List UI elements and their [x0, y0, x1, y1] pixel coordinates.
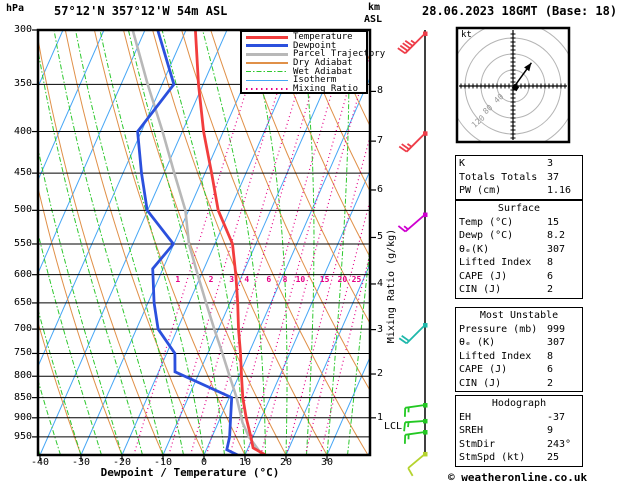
legend-line-swatch [246, 71, 288, 73]
temperature-tick-label: -30 [71, 457, 91, 468]
copyright-credit: © weatheronline.co.uk [448, 471, 588, 484]
pressure-tick-label: 450 [13, 167, 32, 179]
pressure-tick-label: 950 [13, 430, 32, 442]
temperature-tick-label: 10 [238, 457, 252, 468]
wind-barb [399, 131, 427, 151]
stats-row-label: SREH [459, 425, 484, 437]
station-title: 57°12'N 357°12'W 54m ASL [54, 4, 228, 18]
altitude-tick-label: 2 [377, 368, 384, 380]
pressure-tick-label: 350 [13, 78, 32, 90]
legend-item-label: Parcel Trajectory [293, 49, 386, 60]
stats-row-value: 6 [547, 270, 554, 282]
stats-row-label: θₑ (K) [459, 337, 496, 349]
stats-row-value: 3 [547, 158, 554, 170]
stats-row-label: CAPE (J) [459, 270, 508, 282]
stats-row-label: Lifted Index [459, 257, 532, 269]
pressure-tick-label: 400 [13, 125, 32, 137]
stats-row [459, 336, 579, 350]
stats-row-label: Totals Totals [459, 171, 538, 183]
stats-row-value: 8 [547, 257, 554, 269]
stats-row-value: 8.2 [547, 230, 566, 242]
mixing-ratio-value-label: 15 [319, 275, 330, 285]
stats-row-label: StmSpd (kt) [459, 452, 526, 464]
altitude-tick-label: 5 [377, 231, 384, 243]
stats-row-value: 37 [547, 171, 560, 183]
hodograph-unit-label: kt [461, 30, 472, 40]
legend-line-swatch [246, 53, 288, 56]
pressure-tick-label: 800 [13, 370, 32, 382]
stats-row [459, 171, 579, 185]
altitude-axis-unit-label: km [368, 2, 381, 13]
legend-line-swatch [246, 44, 288, 47]
lcl-marker-label: LCL [384, 420, 403, 432]
stats-row-label: K [459, 158, 466, 170]
stats-row [459, 157, 579, 171]
legend-item [246, 85, 366, 94]
stats-row-value: 9 [547, 425, 554, 437]
altitude-tick-label: 7 [377, 135, 384, 147]
stats-row-label: StmDir [459, 438, 496, 450]
stats-row-value: 25 [547, 452, 560, 464]
stats-row-value: 243° [547, 438, 572, 450]
stats-row [459, 184, 579, 198]
stats-row-value: 2 [547, 377, 554, 389]
stats-row [459, 424, 579, 438]
wind-barb [398, 213, 427, 232]
wind-barb [405, 403, 428, 417]
pressure-tick-label: 500 [13, 204, 32, 216]
stats-row-value: 307 [547, 337, 566, 349]
wind-barb-column [398, 30, 428, 476]
stats-row [459, 411, 579, 425]
mixing-ratio-value-label: 6 [266, 275, 272, 285]
stats-row-label: Lifted Index [459, 350, 532, 362]
stats-row [459, 350, 579, 364]
legend-line-swatch [246, 88, 288, 90]
x-axis-title: Dewpoint / Temperature (°C) [100, 466, 280, 479]
stats-table-title: Most Unstable [479, 310, 559, 321]
pressure-tick-label: 850 [13, 391, 32, 403]
wind-barb [399, 323, 427, 343]
legend-item-label: Temperature [293, 32, 353, 43]
temperature-tick-label: -20 [112, 457, 132, 468]
temperature-tick-label: -10 [153, 457, 173, 468]
wind-barb [398, 32, 428, 54]
stats-row [459, 451, 579, 465]
wind-barb [405, 430, 428, 444]
stats-row-label: CIN (J) [459, 377, 502, 389]
stats-row [459, 323, 579, 337]
mixing-ratio-value-label: 2 [208, 275, 214, 285]
stats-table [455, 155, 583, 200]
stats-table-title: Surface [497, 203, 541, 214]
pressure-tick-label: 900 [13, 411, 32, 423]
pressure-tick-label: 650 [13, 296, 32, 308]
stats-row [459, 377, 579, 391]
legend-item-label: Dewpoint [293, 40, 337, 51]
legend [240, 30, 386, 94]
stats-row-label: Dewp (°C) [459, 230, 514, 242]
stats-table [455, 307, 583, 392]
stats-row-value: 1.16 [547, 185, 572, 197]
stats-row-label: EH [459, 411, 472, 423]
legend-item-label: Dry Adiabat [293, 58, 353, 69]
legend-line-swatch [246, 36, 288, 39]
pressure-tick-label: 700 [13, 323, 32, 335]
altitude-tick-label: 1 [377, 411, 384, 423]
altitude-tick-label: 6 [377, 183, 384, 195]
hodograph-ring-label: 120 [470, 112, 488, 130]
stats-row [459, 363, 579, 377]
stats-row-value: 8 [547, 350, 554, 362]
stats-row-value: -37 [547, 411, 566, 423]
legend-item-label: Isotherm [293, 75, 337, 86]
mixing-ratio-value-label: 1 [175, 275, 181, 285]
stats-row-value: 15 [547, 216, 560, 228]
wind-barb [404, 419, 427, 431]
pressure-tick-label: 600 [13, 268, 32, 280]
mixing-ratio-value-label: 3 [229, 275, 235, 285]
pressure-tick-label: 300 [13, 24, 32, 35]
altitude-tick-label: 8 [377, 85, 384, 97]
legend-item-label: Wet Adiabat [293, 66, 353, 77]
stats-row [459, 270, 579, 284]
mixing-ratio-value-label: 10 [295, 275, 306, 285]
temperature-tick-label: 0 [200, 457, 208, 468]
altitude-tick-label: 3 [377, 323, 384, 335]
stats-row-value: 307 [547, 243, 566, 255]
altitude-tick-label: 4 [377, 277, 384, 289]
mixing-ratio-value-label: 4 [244, 275, 250, 285]
stats-row [459, 229, 579, 243]
hodograph [449, 22, 577, 150]
wind-barb [408, 452, 427, 476]
hodograph-ring-label: 40 [492, 91, 506, 105]
run-datetime: 28.06.2023 18GMT (Base: 18) [422, 4, 618, 18]
temperature-tick-label: 20 [279, 457, 293, 468]
mixing-ratio-value-label: 8 [282, 275, 288, 285]
stats-row-label: PW (cm) [459, 185, 502, 197]
stats-row-label: CIN (J) [459, 284, 502, 296]
stats-row-value: 2 [547, 284, 554, 296]
pressure-axis-unit-label: hPa [6, 3, 25, 14]
legend-line-swatch [246, 62, 288, 64]
stats-row-label: Temp (°C) [459, 216, 514, 228]
stats-row [459, 256, 579, 270]
legend-line-swatch [246, 80, 288, 82]
stats-row-value: 6 [547, 364, 554, 376]
stats-row [459, 438, 579, 452]
hodograph-ring-label: 80 [481, 102, 495, 117]
legend-item-label: Mixing Ratio [293, 83, 359, 94]
stats-row-label: Pressure (mb) [459, 323, 538, 335]
stats-row-label: θₑ(K) [459, 243, 490, 255]
mixing-ratio-value-label: 20 [337, 275, 348, 285]
stats-table [455, 395, 583, 467]
stats-row [459, 283, 579, 297]
temperature-tick-label: 30 [320, 457, 334, 468]
stats-table [455, 200, 583, 299]
pressure-tick-label: 750 [13, 347, 32, 359]
stats-row-label: CAPE (J) [459, 364, 508, 376]
stats-table-title: Hodograph [491, 398, 547, 409]
pressure-tick-label: 550 [13, 237, 32, 249]
altitude-axis-unit-label-2: ASL [364, 14, 383, 25]
mixing-ratio-axis-label: Mixing Ratio (g/kg) [386, 228, 397, 344]
stats-row-value: 999 [547, 323, 566, 335]
mixing-ratio-value-label: 25 [351, 275, 362, 285]
stats-row [459, 216, 579, 230]
temperature-tick-label: -40 [30, 457, 50, 468]
stats-row [459, 243, 579, 257]
